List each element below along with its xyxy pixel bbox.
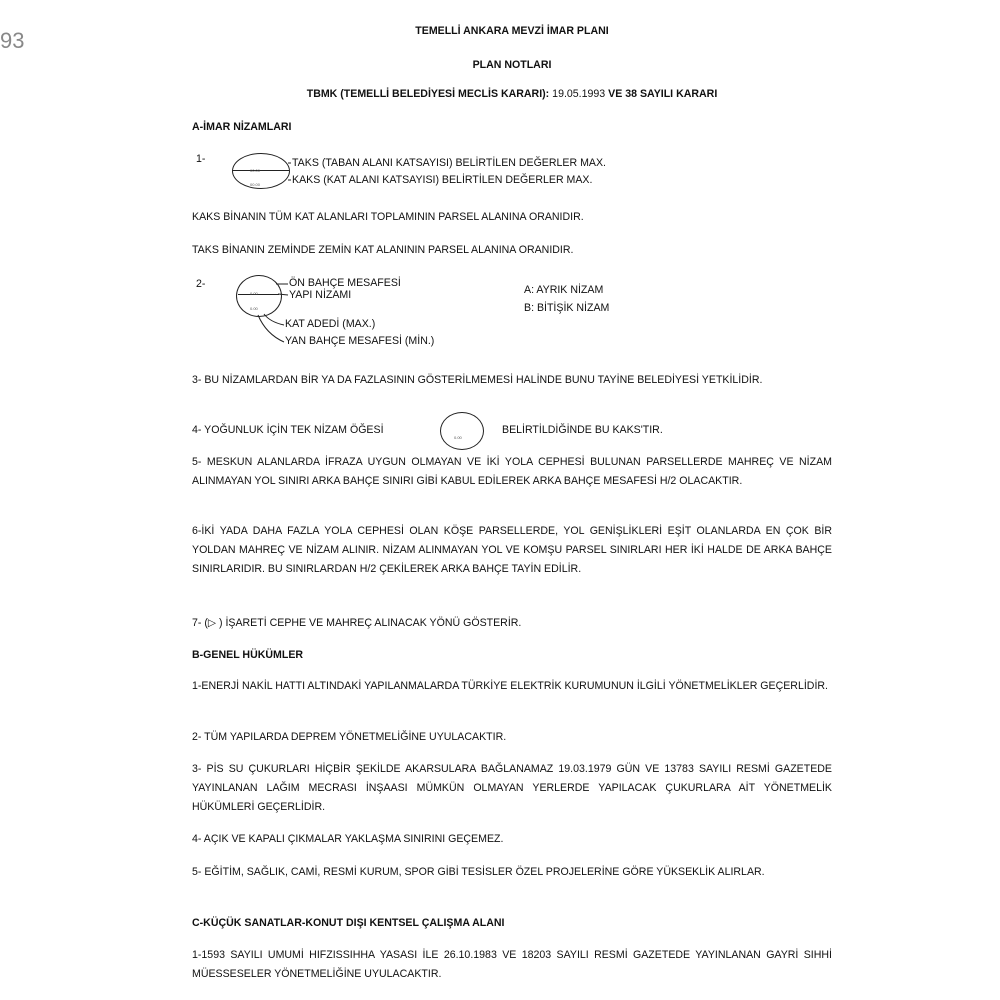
ayrik-nizam-label: A: AYRIK NİZAM xyxy=(524,284,604,296)
building-order-leader-lines xyxy=(192,22,832,422)
taks-label: TAKS (TABAN ALANI KATSAYISI) BELİRTİLEN DEĞERLER MAX. xyxy=(292,157,606,169)
item-b2: 2- TÜM YAPILARDA DEPREM YÖNETMELİĞİNE UYULACAKTIR. xyxy=(192,731,507,743)
item-a1-number: 1- xyxy=(196,153,206,165)
decision-suffix: VE 38 SAYILI KARARI xyxy=(608,88,718,100)
document-title: TEMELLİ ANKARA MEVZİ İMAR PLANI xyxy=(415,25,609,37)
decision-date: 19.05.1993 xyxy=(552,88,606,100)
document-subtitle: PLAN NOTLARI xyxy=(472,59,552,71)
item-b1: 1-ENERJİ NAKİL HATTI ALTINDAKİ YAPILANMALARDA TÜRKİYE ELEKTRİK KURUMUNUN İLGİLİ YÖNETMELİKLER GEÇERLİDİR. xyxy=(192,680,828,692)
taks-definition: TAKS BİNANIN ZEMİNDE ZEMİN KAT ALANININ PARSEL ALANINA ORANIDIR. xyxy=(192,244,574,256)
section-a-heading: A-İMAR NİZAMLARI xyxy=(192,121,292,133)
item-b4: 4- AÇIK VE KAPALI ÇIKMALAR YAKLAŞMA SINIRINI GEÇEMEZ. xyxy=(192,833,504,845)
item-a6: 6-İKİ YADA DAHA FAZLA YOLA CEPHESİ OLAN KÖŞE PARSELLERDE, YOL GENİŞLİKLERİ EŞİT OLANLARDA EN ÇOK BİR YOLDAN MAHREÇ VE NİZAM ALINIR. NİZAM ALINMAYAN YOL VE KOMŞU PARSEL SINIRLARI HER İKİ HALDE DE ARKA BAHÇE SINIRLARIDIR. BU SINIRLARDAN H/2 ÇEKİLEREK ARKA BAHÇE TAYİN EDİLİR. xyxy=(192,525,832,575)
item-a4-start: 4- YOĞUNLUK İÇİN TEK NİZAM ÖĞESİ xyxy=(192,424,384,436)
kaks-label: KAKS (KAT ALANI KATSAYISI) BELİRTİLEN DEĞERLER MAX. xyxy=(292,174,593,186)
section-b-heading: B-GENEL HÜKÜMLER xyxy=(192,649,304,661)
item-c1: 1-1593 SAYILI UMUMİ HIFZISSIHHA YASASI İLE 26.10.1983 VE 18203 SAYILI RESMİ GAZETEDE YAYINLANAN GAYRİ SIHHİ MÜESSESELER YÖNETMELİĞİNE UYULACAKTIR. xyxy=(192,949,832,980)
item-a3: 3- BU NİZAMLARDAN BİR YA DA FAZLASININ GÖSTERİLMEMESİ HALİNDE BUNU TAYİNE BELEDİYESİ YETKİLİDİR. xyxy=(192,374,763,386)
section-c-heading: C-KÜÇÜK SANATLAR-KONUT DIŞI KENTSEL ÇALIŞMA ALANI xyxy=(192,917,505,929)
yapi-nizami-label: YAPI NİZAMI xyxy=(289,289,352,301)
kat-adedi-label: KAT ADEDİ (MAX.) xyxy=(285,318,376,330)
item-a2-number: 2- xyxy=(196,278,206,290)
yan-bahce-label: YAN BAHÇE MESAFESİ (MİN.) xyxy=(285,335,435,347)
item-a5: 5- MESKUN ALANLARDA İFRAZA UYGUN OLMAYAN VE İKİ YOLA CEPHESİ BULUNAN PARSELLERDE MAHREÇ VE NİZAM ALINMAYAN YOL SINIRI ARKA BAHÇE SINIRI GİBİ KABUL EDİLEREK ARKA BAHÇE MESAFESİ H/2 OLACAKTIR. xyxy=(192,456,832,487)
item-a4-end: BELİRTİLDİĞİNDE BU KAKS'TIR. xyxy=(502,424,663,436)
kaks-definition: KAKS BİNANIN TÜM KAT ALANLARI TOPLAMININ PARSEL ALANINA ORANIDIR. xyxy=(192,211,584,223)
item-b3: 3- PİS SU ÇUKURLARI HİÇBİR ŞEKİLDE AKARSULARA BAĞLANAMAZ 19.03.1979 GÜN VE 13783 SAYILI RESMİ GAZETEDE YAYINLANAN LAĞIM MECRASI İNŞAASI MÜMKÜN OLMAYAN YERLERDE YAPILACAK ÇUKURLARA AİT YÖNETMELİK HÜKÜMLERİ GEÇERLİDİR. xyxy=(192,763,832,813)
item-a7: 7- (▷ ) İŞARETİ CEPHE VE MAHREÇ ALINACAK YÖNÜ GÖSTERİR. xyxy=(192,617,522,629)
on-bahce-label: ÖN BAHÇE MESAFESİ xyxy=(289,277,401,289)
page-number-fragment: 93 xyxy=(0,28,25,53)
item-b5: 5- EĞİTİM, SAĞLIK, CAMİ, RESMİ KURUM, SPOR GİBİ TESİSLER ÖZEL PROJELERİNE GÖRE YÜKSEKLİK ALIRLAR. xyxy=(192,866,765,878)
decision-prefix: TBMK (TEMELLİ BELEDİYESİ MECLİS KARARI): xyxy=(306,88,550,100)
bitisik-nizam-label: B: BİTİŞİK NİZAM xyxy=(524,302,610,314)
